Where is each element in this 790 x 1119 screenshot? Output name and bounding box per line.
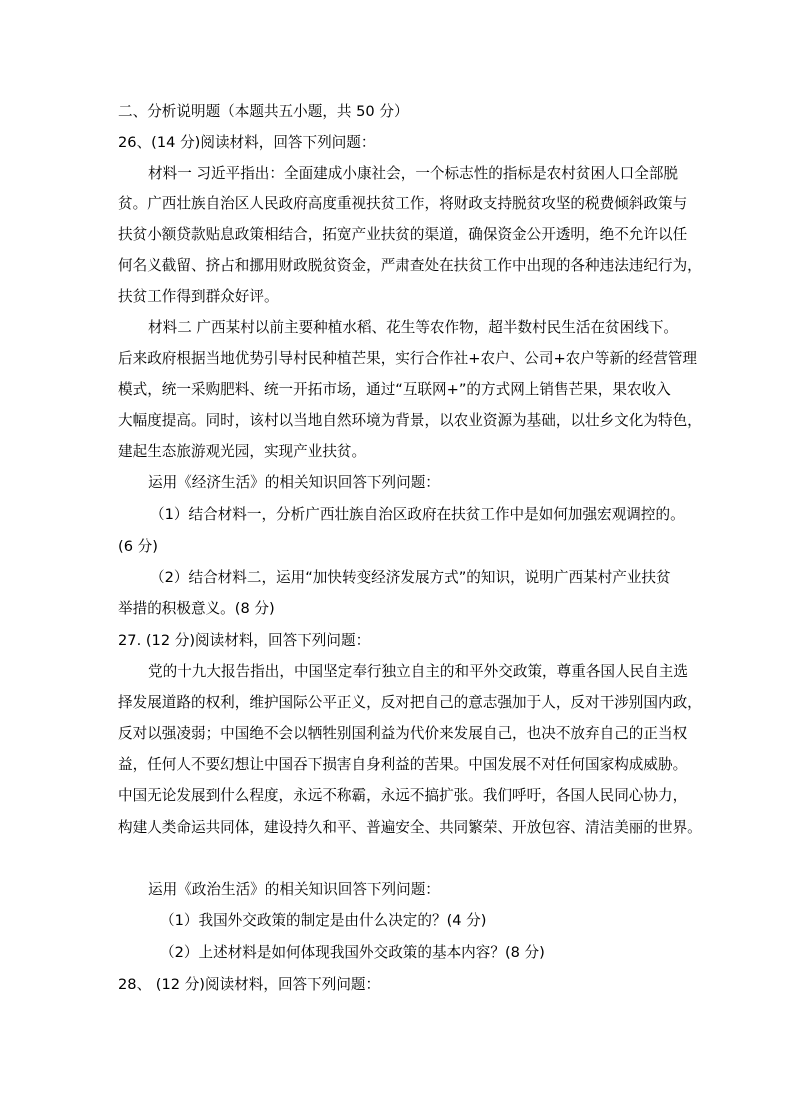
q26-sub1: （1）结合材料一，分析广西壮族自治区政府在扶贫工作中是如何加强宏观调控的。 [150,506,685,523]
q27-material-line: 益，任何人不要幻想让中国吞下损害自身利益的苦果。中国发展不对任何国家构成威胁。 [118,756,688,773]
q26-header: 26、(14 分)阅读材料，回答下列问题： [118,134,376,151]
q27-header: 27. (12 分)阅读材料，回答下列问题： [118,632,371,649]
q26-sub1-score: (6 分) [118,538,158,555]
q26-sub2: （2）结合材料二，运用“加快转变经济发展方式”的知识，说明广西某村产业扶贫 [150,569,671,586]
q26-material1-line: 何名义截留、挤占和挪用财政脱贫资金，严肃查处在扶贫工作中出现的各种违法违纪行为， [118,257,702,274]
q26-material2-line: 后来政府根据当地优势引导村民种植芒果，实行合作社+农户、公司+农户等新的经营管理 [118,350,698,367]
q27-sub2: （2）上述材料是如何体现我国外交政策的基本内容？(8 分) [160,944,545,961]
q27-material-line: 中国无论发展到什么程度，永远不称霸，永远不搞扩张。我们呼吁，各国人民同心协力， [118,787,688,804]
q26-material2-line: 建起生态旅游观光园，实现产业扶贫。 [118,443,367,460]
q26-material1-line: 贫。广西壮族自治区人民政府高度重视扶贫工作，将财政支持脱贫攻坚的税费倾斜政策与 [118,195,688,212]
q26-material2-line: 材料二 广西某村以前主要种植水稻、花生等农作物，超半数村民生活在贫困线下。 [148,319,679,336]
q27-sub1: （1）我国外交政策的制定是由什么决定的？(4 分) [160,912,487,929]
q26-material1-line: 扶贫小额贷款贴息政策相结合，拓宽产业扶贫的渠道，确保资金公开透明，绝不允许以任 [118,226,688,243]
section-title: 二、分析说明题（本题共五小题，共 50 分） [118,103,409,120]
q26-instruction: 运用《经济生活》的相关知识回答下列问题： [148,474,440,491]
q27-material-line: 党的十九大报告指出，中国坚定奉行独立自主的和平外交政策，尊重各国人民自主选 [148,663,688,680]
q26-sub2-cont: 举措的积极意义。(8 分) [118,600,275,617]
q27-material-line: 择发展道路的权利，维护国际公平正义，反对把自己的意志强加于人，反对干涉别国内政， [118,694,702,711]
q26-material1-line: 材料一 习近平指出：全面建成小康社会，一个标志性的指标是农村贫困人口全部脱 [148,165,679,182]
q27-material-line: 构建人类命运共同体，建设持久和平、普遍安全、共同繁荣、开放包容、清洁美丽的世界。 [118,819,702,836]
q27-material-line: 反对以强凌弱；中国绝不会以牺牲别国利益为代价来发展自己，也决不放弃自己的正当权 [118,725,688,742]
q27-instruction: 运用《政治生活》的相关知识回答下列问题： [148,881,440,898]
q26-material2-line: 模式，统一采购肥料、统一开拓市场，通过“互联网+”的方式网上销售芒果，果农收入 [118,381,671,398]
q26-material1-line: 扶贫工作得到群众好评。 [118,288,279,305]
q26-material2-line: 大幅度提高。同时，该村以当地自然环境为背景，以农业资源为基础，以壮乡文化为特色， [118,412,702,429]
q28-header: 28、 (12 分)阅读材料，回答下列问题： [118,976,381,993]
